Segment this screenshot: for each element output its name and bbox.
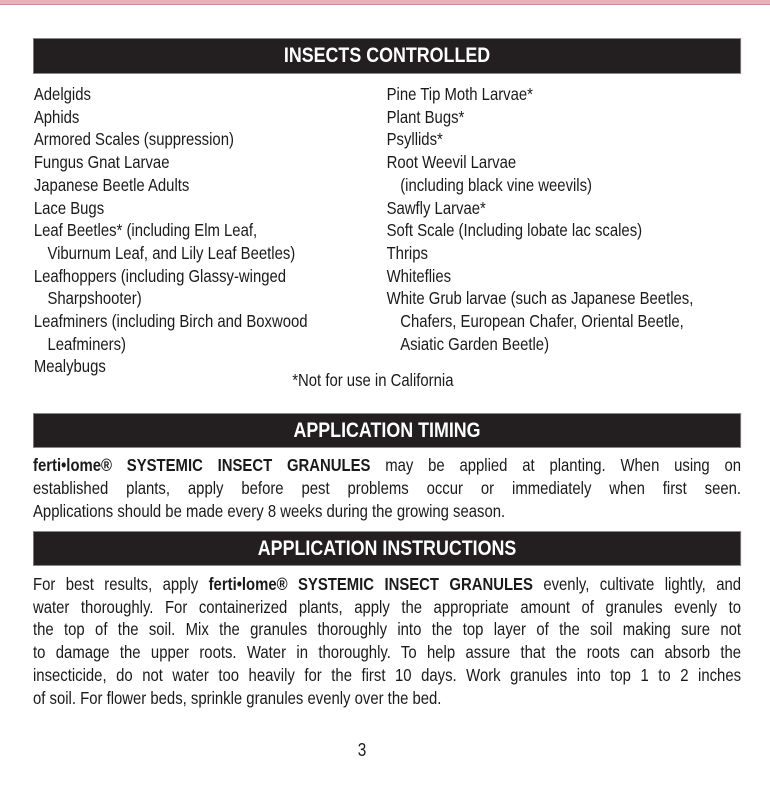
insect-list-item: White Grub larvae (such as Japanese Beetles, [386, 288, 694, 309]
text-line: to damage the upper roots. Water in thoroughly. To help assure that the roots can absorb the [33, 642, 742, 663]
application-instructions-text [33, 573, 741, 709]
insect-list-item: Pine Tip Moth Larvae* [386, 84, 533, 104]
insect-list-item: Plant Bugs* [386, 106, 465, 127]
text-line: evenly, cultivate lightly, and [532, 574, 742, 594]
text-line: For best results, apply [33, 574, 209, 594]
insect-list-item: Fungus Gnat Larvae [33, 152, 170, 173]
text-line: Applications should be made every 8 weeks during the growing season. [33, 501, 506, 521]
insect-list-item: Leaf Beetles* (including Elm Leaf, [33, 220, 258, 241]
insect-list-item: (including black vine weevils) [400, 174, 593, 195]
insect-list-item: Lace Bugs [33, 197, 105, 218]
insect-list-item: Mealybugs [33, 356, 106, 377]
insect-list-item: Leafminers (including Birch and Boxwood [33, 311, 308, 332]
brand-name: ferti•lome® SYSTEMIC INSECT GRANULES [208, 574, 533, 594]
text-line: the top of the soil. Mix the granules thoroughly into the top layer of the soil making sure not [33, 619, 742, 640]
footnote: *Not for use in California [292, 370, 454, 390]
insect-list-item: Soft Scale (Including lobate lac scales) [386, 220, 643, 241]
insect-list-item: Whiteflies [386, 265, 452, 286]
insects-right-column [387, 83, 694, 355]
insects-left-column [34, 83, 308, 378]
insect-list-item: Chafers, European Chafer, Oriental Beetle, [400, 311, 684, 332]
insect-list-item: Adelgids [33, 84, 91, 104]
insect-list-item: Thrips [386, 242, 428, 263]
page-number: 3 [357, 740, 367, 760]
insect-list-item: Armored Scales (suppression) [33, 129, 234, 150]
insect-list-item: Sawfly Larvae* [386, 197, 486, 218]
insect-list-item: Leafhoppers (including Glassy-winged [33, 265, 287, 286]
insect-list-item: Leafminers) [47, 333, 126, 354]
insect-list-item: Aphids [33, 106, 80, 127]
insects-controlled-heading: INSECTS CONTROLLED [33, 38, 741, 74]
insect-list-item: Viburnum Leaf, and Lily Leaf Beetles) [47, 242, 296, 263]
insect-list-item: Psyllids* [386, 129, 443, 150]
application-timing-text [33, 454, 741, 523]
insect-list-item: Asiatic Garden Beetle) [400, 333, 550, 354]
text-line: insecticide, do not water too heavily for the first 10 days. Work granules into top 1 to 2 inches [33, 664, 742, 685]
text-line: water thoroughly. For containerized plants, apply the appropriate amount of granules evenly to [33, 596, 742, 617]
document-page [33, 0, 741, 800]
application-instructions-heading: APPLICATION INSTRUCTIONS [33, 531, 741, 566]
text-line: of soil. For flower beds, sprinkle granules evenly over the bed. [33, 687, 442, 708]
brand-name: ferti•lome® SYSTEMIC INSECT GRANULES [33, 455, 371, 475]
text-line: established plants, apply before pest problems occur or immediately when first seen. [33, 478, 742, 498]
application-timing-heading: APPLICATION TIMING [33, 413, 741, 448]
insect-list-item: Sharpshooter) [47, 288, 142, 309]
insect-list-item: Japanese Beetle Adults [33, 174, 190, 195]
insect-list-item: Root Weevil Larvae [386, 152, 517, 173]
text-line: may be applied at planting. When using on [370, 455, 742, 475]
